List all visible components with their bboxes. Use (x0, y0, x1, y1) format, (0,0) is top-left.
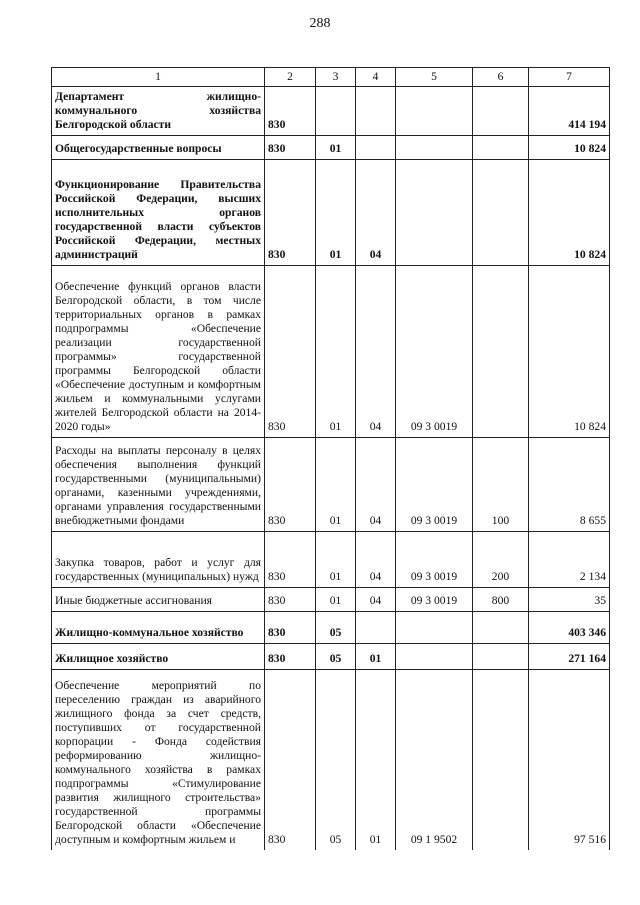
row-admin-code: 830 (265, 588, 316, 612)
row-section: 01 (316, 266, 356, 438)
row-amount: 10 824 (529, 160, 610, 266)
row-name: Закупка товаров, работ и услуг для государственных (муниципальных) нужд (52, 532, 265, 588)
row-target-article (396, 136, 473, 160)
row-admin-code: 830 (265, 670, 316, 850)
table-row (52, 612, 610, 644)
table-row (52, 438, 610, 532)
row-section: 05 (316, 612, 356, 644)
row-amount: 10 824 (529, 266, 610, 438)
row-expense-type (473, 644, 529, 670)
row-admin-code: 830 (265, 644, 316, 670)
table-row (52, 136, 610, 160)
row-amount: 403 346 (529, 612, 610, 644)
row-name: Иные бюджетные ассигнования (52, 588, 265, 612)
row-name: Расходы на выплаты персоналу в целях обеспечения выполнения функций государственными (муниципальными) органами, казенными учреждениями, органами управления государственными внебюджетными фондами (52, 438, 265, 532)
row-subsection: 04 (356, 438, 396, 532)
row-expense-type: 100 (473, 438, 529, 532)
row-target-article: 09 3 0019 (396, 532, 473, 588)
row-amount: 35 (529, 588, 610, 612)
row-amount: 271 164 (529, 644, 610, 670)
row-subsection (356, 612, 396, 644)
row-amount: 8 655 (529, 438, 610, 532)
row-amount: 97 516 (529, 670, 610, 850)
row-expense-type (473, 612, 529, 644)
table-header-row (52, 68, 610, 87)
row-section: 01 (316, 160, 356, 266)
row-subsection: 04 (356, 160, 396, 266)
row-target-article: 09 1 9502 (396, 670, 473, 850)
row-subsection: 04 (356, 266, 396, 438)
row-name: Обеспечение мероприятий по переселению граждан из аварийного жилищного фонда за счет средств, поступивших от государственной корпорации - Фонда содействия реформированию жилищно-коммунального хозяйства в рамках подпрограммы «Стимулирование развития жилищного строительства» государственной программы Белгородской области «Обеспечение доступным и комфортным жильем и (52, 670, 265, 850)
row-amount: 10 824 (529, 136, 610, 160)
row-name: Департамент жилищно-коммунального хозяйства Белгородской области (52, 87, 265, 136)
row-target-article (396, 87, 473, 136)
row-section: 05 (316, 670, 356, 850)
table-row (52, 266, 610, 438)
table-row (52, 160, 610, 266)
row-admin-code: 830 (265, 612, 316, 644)
row-target-article: 09 3 0019 (396, 266, 473, 438)
row-expense-type (473, 160, 529, 266)
row-target-article: 09 3 0019 (396, 438, 473, 532)
row-expense-type: 800 (473, 588, 529, 612)
row-section: 01 (316, 438, 356, 532)
row-expense-type (473, 266, 529, 438)
row-name: Жилищное хозяйство (52, 644, 265, 670)
row-subsection: 04 (356, 588, 396, 612)
row-subsection: 01 (356, 670, 396, 850)
row-admin-code: 830 (265, 438, 316, 532)
column-header: 2 (265, 68, 316, 87)
table-row (52, 532, 610, 588)
table-row (52, 588, 610, 612)
column-header: 3 (316, 68, 356, 87)
table-row (52, 87, 610, 136)
row-name: Жилищно-коммунальное хозяйство (52, 612, 265, 644)
table-row (52, 670, 610, 850)
row-subsection: 01 (356, 644, 396, 670)
row-name: Общегосударственные вопросы (52, 136, 265, 160)
row-admin-code: 830 (265, 160, 316, 266)
row-admin-code: 830 (265, 136, 316, 160)
row-expense-type (473, 87, 529, 136)
row-section: 01 (316, 588, 356, 612)
column-header: 4 (356, 68, 396, 87)
row-section: 01 (316, 532, 356, 588)
row-amount: 414 194 (529, 87, 610, 136)
column-header: 7 (529, 68, 610, 87)
row-section (316, 87, 356, 136)
row-amount: 2 134 (529, 532, 610, 588)
row-subsection (356, 136, 396, 160)
row-expense-type (473, 670, 529, 850)
row-target-article (396, 612, 473, 644)
row-subsection: 04 (356, 532, 396, 588)
column-header: 5 (396, 68, 473, 87)
page-number: 288 (309, 16, 331, 31)
row-target-article (396, 644, 473, 670)
row-section: 05 (316, 644, 356, 670)
row-admin-code: 830 (265, 87, 316, 136)
row-subsection (356, 87, 396, 136)
column-header: 6 (473, 68, 529, 87)
row-expense-type: 200 (473, 532, 529, 588)
row-target-article (396, 160, 473, 266)
row-name: Обеспечение функций органов власти Белгородской области, в том числе территориальных органов в рамках подпрограммы «Обеспечение реализации государственной программы» государственной программы Белгородской области «Обеспечение доступным и комфортным жильем и коммунальными услугами жителей Белгородской области на 2014-2020 годы» (52, 266, 265, 438)
row-target-article: 09 3 0019 (396, 588, 473, 612)
row-admin-code: 830 (265, 532, 316, 588)
column-header: 1 (52, 68, 265, 87)
row-name: Функционирование Правительства Российской Федерации, высших исполнительных органов государственной власти субъектов Российской Федерации, местных администраций (52, 160, 265, 266)
table-row (52, 644, 610, 670)
row-admin-code: 830 (265, 266, 316, 438)
row-expense-type (473, 136, 529, 160)
row-section: 01 (316, 136, 356, 160)
budget-table (51, 67, 610, 850)
